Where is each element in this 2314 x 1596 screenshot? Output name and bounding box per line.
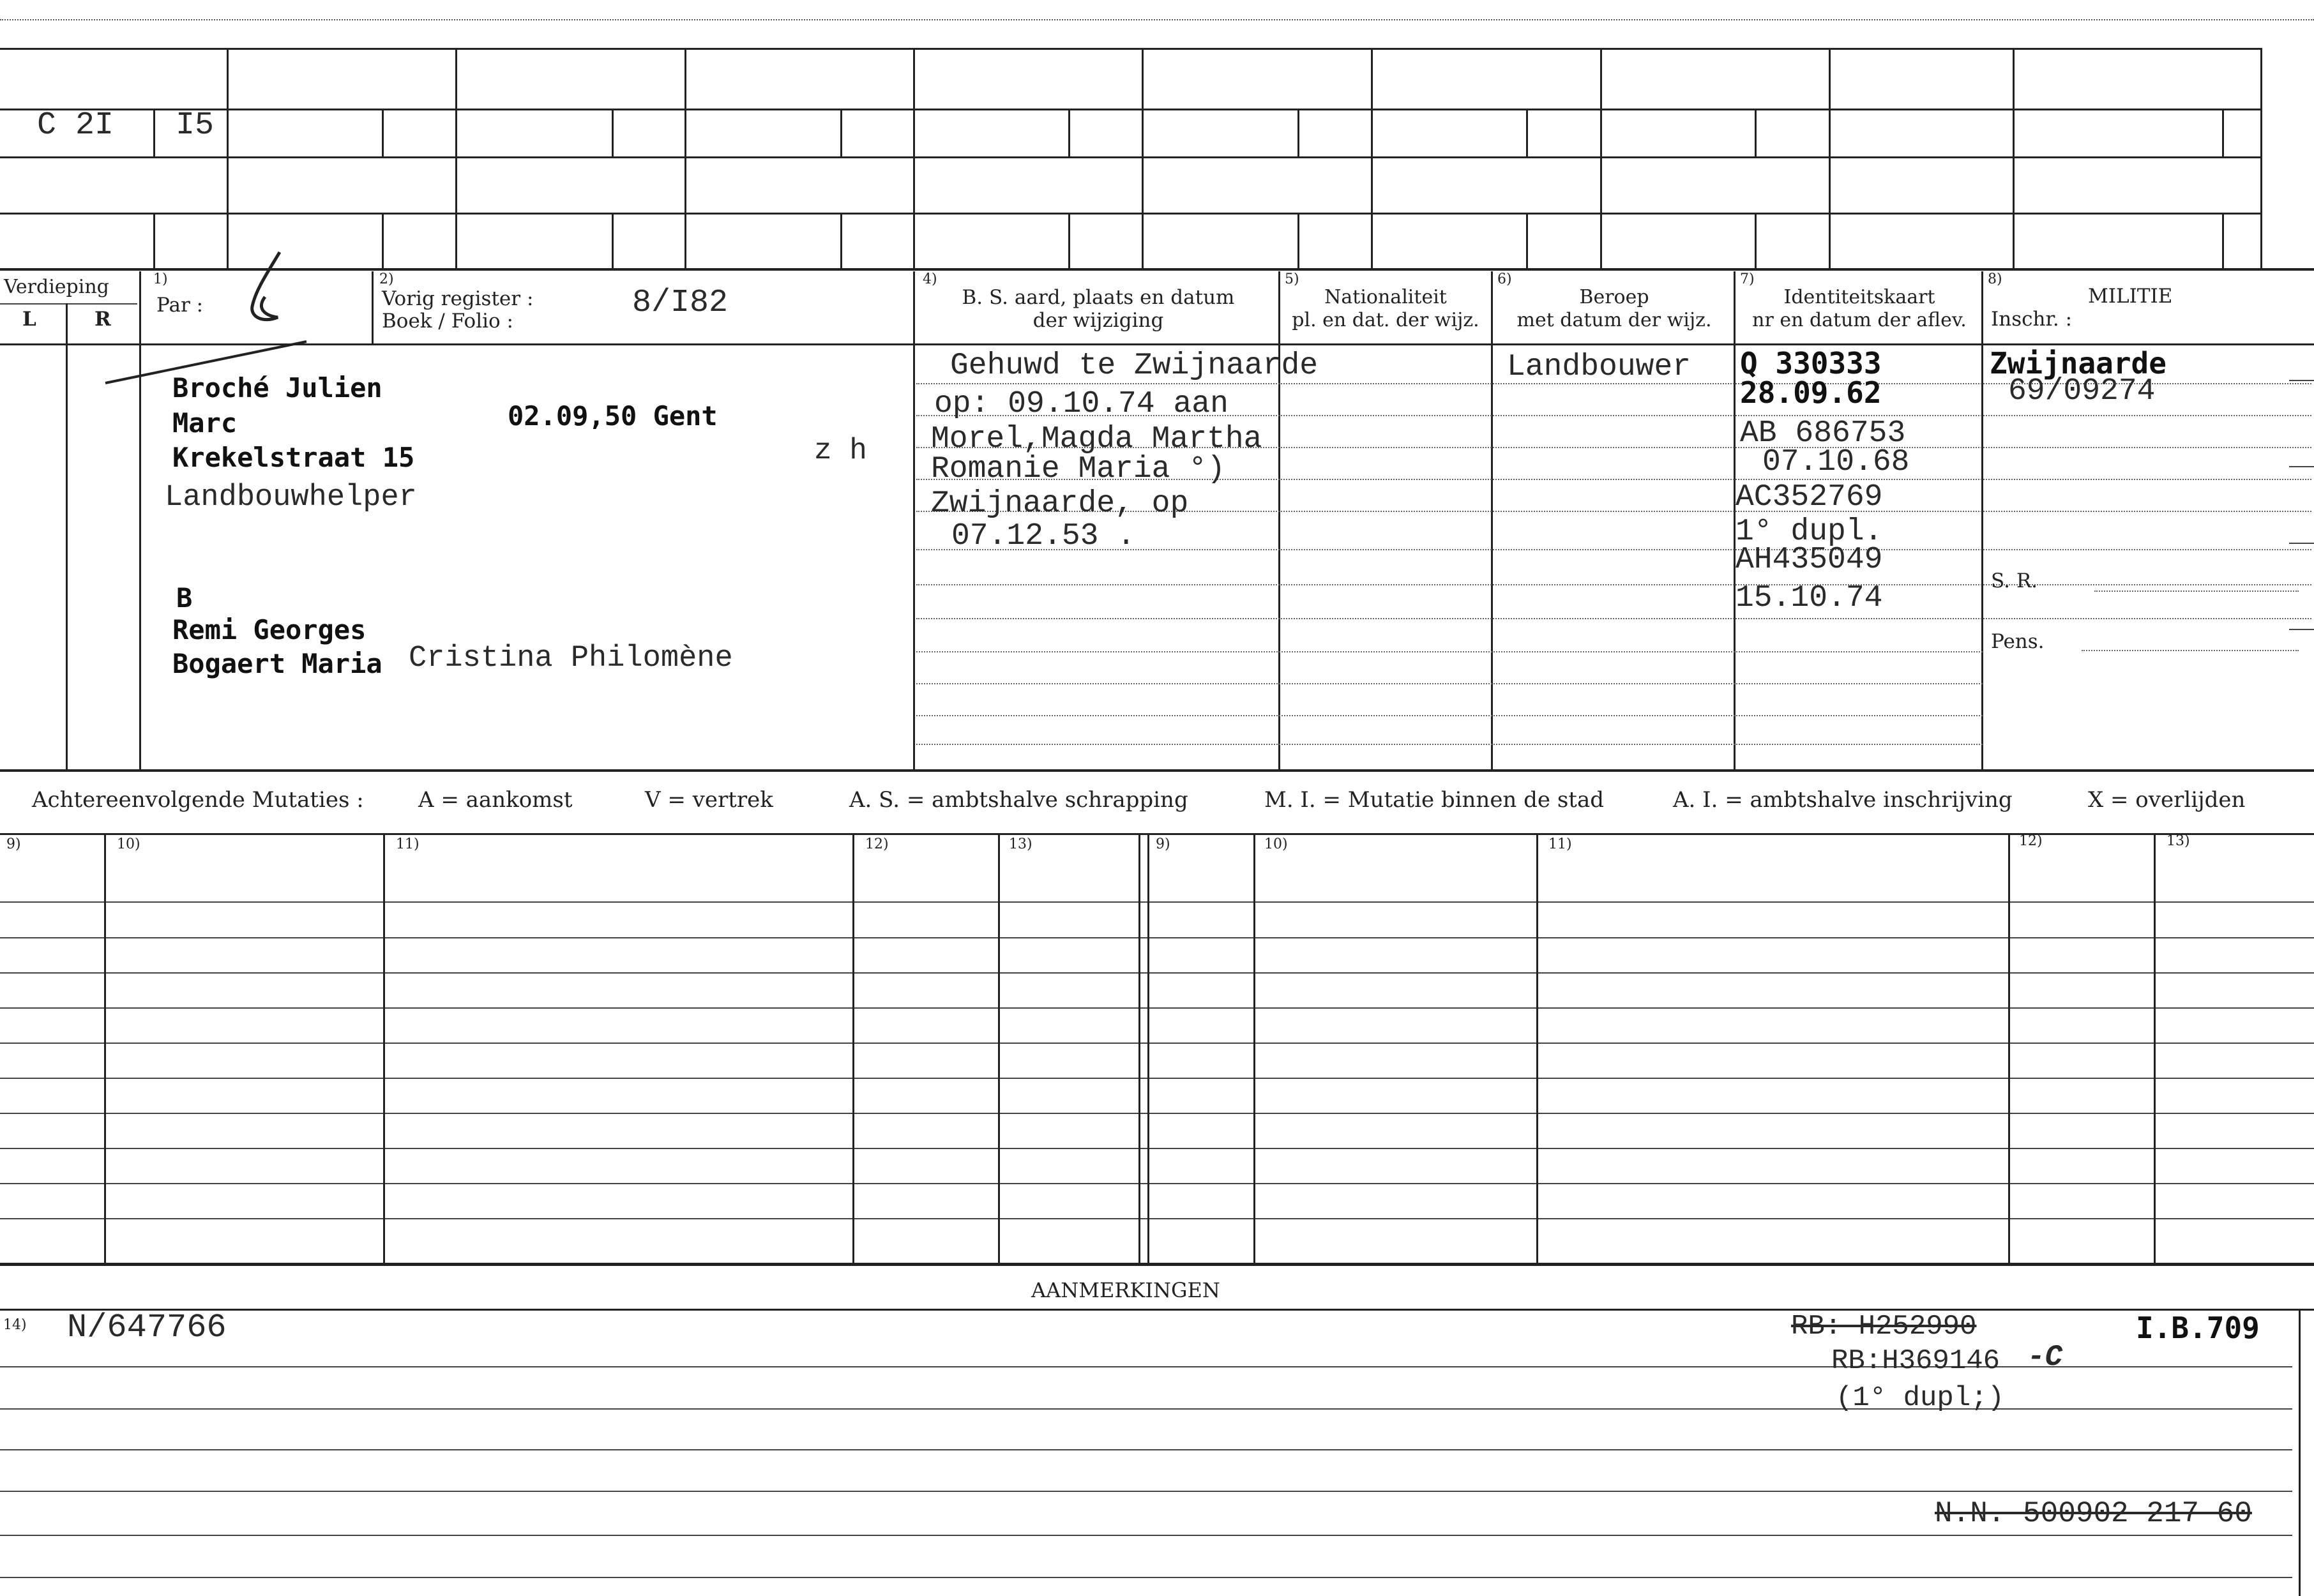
mut-num-10b: 10) bbox=[1264, 836, 1288, 852]
rb-dupl-note: (1° dupl;) bbox=[1836, 1382, 2005, 1414]
marriage-line-4: Romanie Maria °) bbox=[931, 452, 1225, 486]
mut-num-12b: 12) bbox=[2019, 833, 2043, 849]
col7-header-line1: Identiteitskaart bbox=[1783, 286, 1935, 308]
militie-place: Zwijnaarde bbox=[1990, 346, 2167, 380]
signature-par bbox=[230, 246, 319, 335]
col5-header-line2: pl. en dat. der wijz. bbox=[1292, 309, 1479, 331]
militie-header: MILITIE bbox=[2088, 285, 2173, 308]
mut-num-13: 13) bbox=[1009, 836, 1032, 852]
rb-old-struck: RB: H252990 bbox=[1791, 1311, 1977, 1343]
col5-number: 5) bbox=[1285, 271, 1299, 287]
col4-number: 4) bbox=[923, 271, 937, 287]
mother-name-cont: Cristina Philomène bbox=[409, 642, 733, 675]
col6-header-line1: Beroep bbox=[1579, 286, 1649, 308]
nn-number-struck: N.N. 500902 217 60 bbox=[1935, 1497, 2252, 1530]
col2-number: 2) bbox=[379, 271, 394, 287]
marriage-line-5: Zwijnaarde, op bbox=[931, 486, 1189, 521]
col1-number: 1) bbox=[153, 271, 168, 287]
parent-b-marker: B bbox=[176, 582, 193, 614]
col6-number: 6) bbox=[1497, 271, 1512, 287]
person-name-2: Marc bbox=[172, 407, 238, 439]
rb-new-suffix: -C bbox=[2027, 1341, 2063, 1374]
col7-number: 7) bbox=[1740, 271, 1755, 287]
remarks-number: 14) bbox=[3, 1317, 27, 1333]
marriage-line-6: 07.12.53 . bbox=[951, 519, 1136, 553]
idcard-4: AH435049 bbox=[1736, 543, 1883, 577]
person-name: Broché Julien bbox=[172, 372, 382, 403]
idcard-3-note: 1° dupl. bbox=[1736, 515, 1883, 549]
col4-header-line1: B. S. aard, plaats en datum bbox=[962, 286, 1235, 309]
legend-v: V = vertrek bbox=[645, 787, 773, 813]
legend-a: A = aankomst bbox=[418, 787, 573, 813]
col5-header-line1: Nationaliteit bbox=[1324, 286, 1447, 308]
col7-header-line2: nr en datum der aflev. bbox=[1752, 309, 1967, 331]
idcard-1: Q 330333 bbox=[1740, 346, 1882, 380]
idcard-2-date: 07.10.68 bbox=[1762, 445, 1910, 479]
idcard-2: AB 686753 bbox=[1740, 416, 1906, 451]
legend-mi: M. I. = Mutatie binnen de stad bbox=[1264, 787, 1604, 813]
series-code: C 2I bbox=[37, 107, 114, 144]
idcard-3: AC352769 bbox=[1736, 480, 1883, 515]
floor-r-header: R bbox=[95, 308, 111, 331]
remarks-title: AANMERKINGEN bbox=[1031, 1278, 1220, 1302]
pens-label: Pens. bbox=[1991, 630, 2045, 653]
floor-l-header: L bbox=[22, 308, 36, 331]
profession-value: Landbouwer bbox=[1507, 350, 1691, 384]
rb-new: RB:H369146 bbox=[1831, 1345, 2000, 1377]
legend-as: A. S. = ambtshalve schrapping bbox=[849, 787, 1188, 813]
birth-date-place: 02.09,50 Gent bbox=[508, 400, 718, 432]
address: Krekelstraat 15 bbox=[172, 442, 415, 473]
boek-folio-label: Boek / Folio : bbox=[382, 310, 513, 333]
marriage-line-3: Morel,Magda Martha bbox=[931, 422, 1262, 456]
marriage-line-1: Gehuwd te Zwijnaarde bbox=[950, 349, 1319, 383]
col6-header bbox=[1493, 286, 1736, 332]
national-number-ref: N/647766 bbox=[67, 1309, 227, 1346]
idcard-1-date: 28.09.62 bbox=[1740, 375, 1882, 410]
sex-marker: z h bbox=[814, 434, 867, 467]
marriage-line-2: op: 09.10.74 aan bbox=[934, 387, 1229, 421]
col7-header bbox=[1736, 286, 1983, 332]
mut-num-11: 11) bbox=[396, 836, 420, 852]
inschr-label: Inschr. : bbox=[1991, 308, 2073, 331]
occupation: Landbouwhelper bbox=[165, 481, 417, 515]
legend-title: Achtereenvolgende Mutaties : bbox=[32, 787, 364, 813]
militie-number: 69/09274 bbox=[2008, 374, 2156, 409]
col8-number: 8) bbox=[1988, 271, 2002, 287]
mut-num-11b: 11) bbox=[1548, 836, 1572, 852]
mut-num-12: 12) bbox=[865, 836, 889, 852]
col4-header-line2: der wijziging bbox=[1032, 309, 1164, 332]
folio-value: 8/I82 bbox=[632, 285, 729, 321]
mut-num-13b: 13) bbox=[2167, 833, 2190, 849]
vorig-register-label: Vorig register : bbox=[382, 287, 534, 310]
legend-x: X = overlijden bbox=[2088, 787, 2246, 813]
verdieping-header: Verdieping bbox=[4, 276, 109, 298]
mother-name: Bogaert Maria bbox=[172, 648, 382, 679]
par-label: Par : bbox=[156, 294, 204, 317]
ib-number: I.B.709 bbox=[2136, 1311, 2260, 1345]
mut-num-9: 9) bbox=[6, 836, 21, 852]
card-number: I5 bbox=[176, 107, 215, 144]
idcard-4-date: 15.10.74 bbox=[1736, 581, 1883, 615]
col5-header bbox=[1280, 286, 1491, 332]
father-name: Remi Georges bbox=[172, 614, 367, 645]
col4-header bbox=[916, 286, 1280, 332]
col6-header-line2: met datum der wijz. bbox=[1516, 309, 1712, 331]
sr-label: S. R. bbox=[1991, 569, 2038, 592]
mut-num-10: 10) bbox=[117, 836, 140, 852]
mut-num-9b: 9) bbox=[1156, 836, 1170, 852]
legend-ai: A. I. = ambtshalve inschrijving bbox=[1673, 787, 2013, 813]
